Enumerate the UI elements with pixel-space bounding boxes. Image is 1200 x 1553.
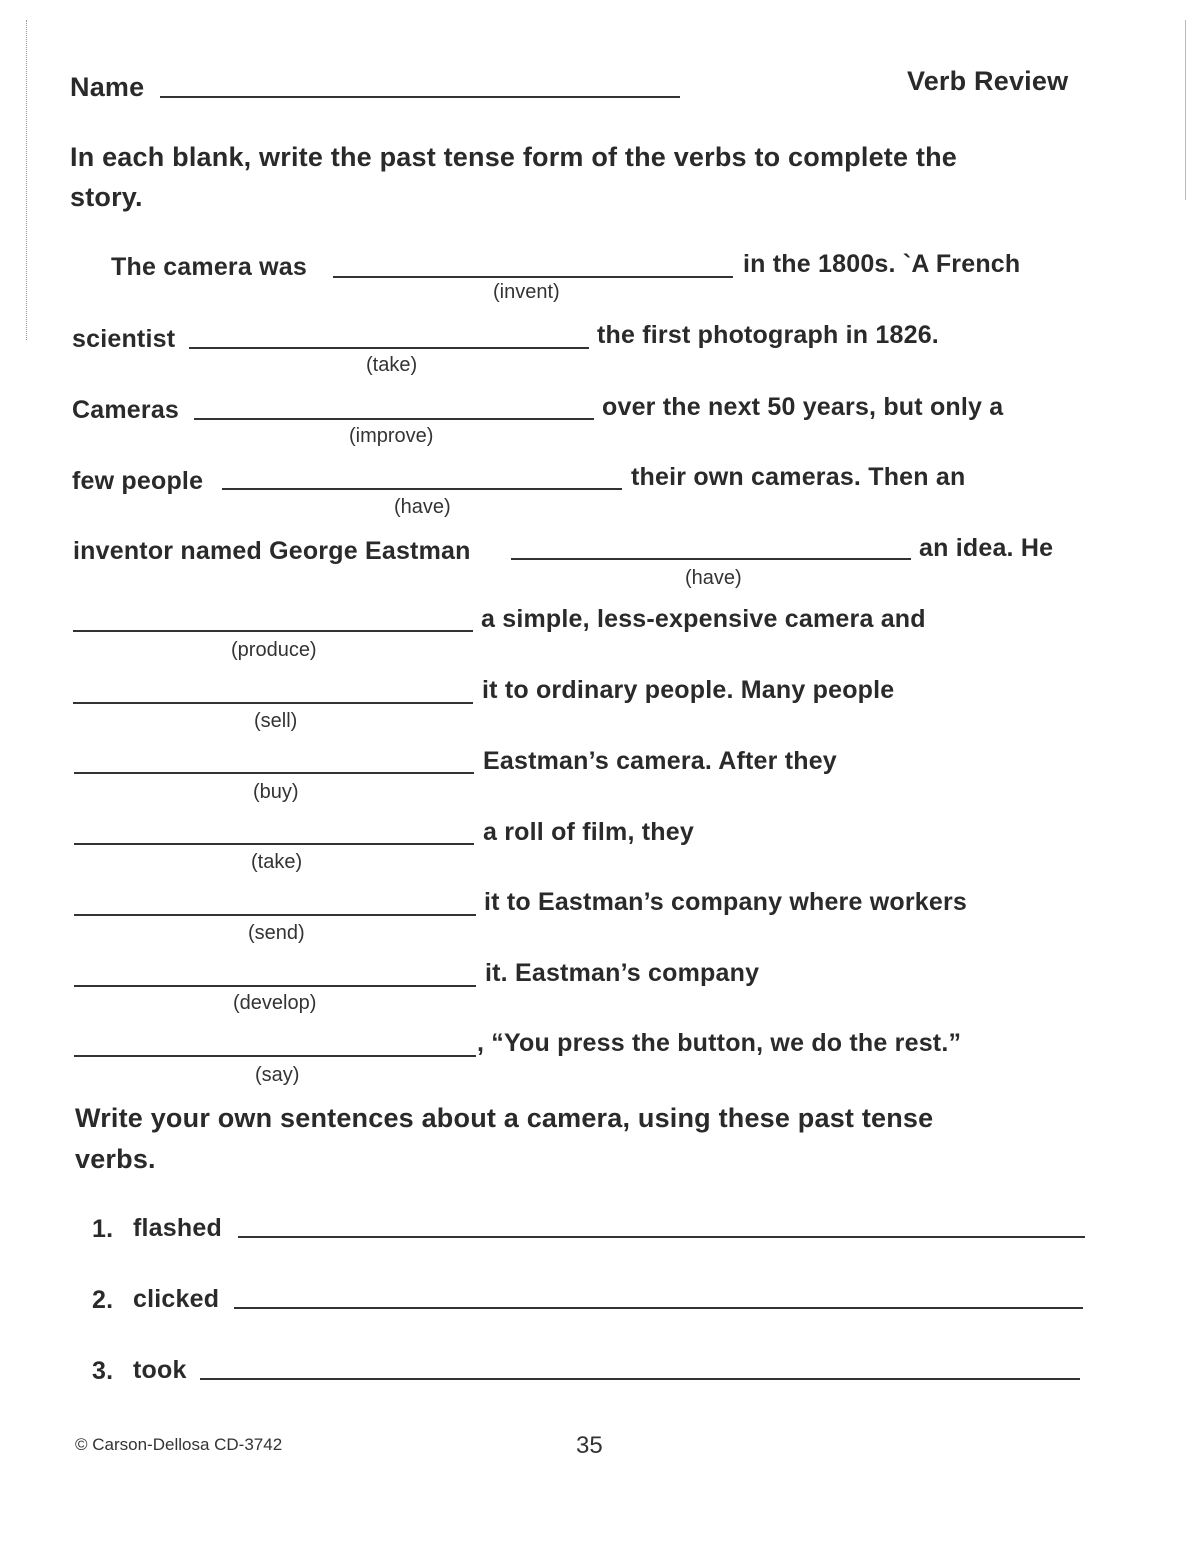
verb-hint: (have): [394, 496, 451, 518]
sentence-line-2[interactable]: [234, 1307, 1083, 1309]
answer-blank-have-2[interactable]: [511, 558, 911, 560]
instructions-line-1: In each blank, write the past tense form of the verbs to complete the: [70, 142, 957, 172]
sentences-instructions-line-1: Write your own sentences about a camera, using these past tense: [75, 1103, 934, 1133]
item-verb: clicked: [133, 1285, 220, 1313]
item-verb: flashed: [133, 1214, 222, 1242]
sentences-instructions-line-2: verbs.: [75, 1144, 156, 1174]
item-number: 3.: [92, 1357, 114, 1385]
verb-hint: (invent): [493, 281, 560, 303]
answer-blank-buy[interactable]: [74, 772, 474, 774]
answer-blank-send[interactable]: [74, 914, 476, 916]
story-text: inventor named George Eastman: [73, 537, 471, 565]
story-text: it. Eastman’s company: [485, 959, 760, 987]
verb-hint: (produce): [231, 639, 317, 661]
story-text: a simple, less-expensive camera and: [481, 605, 926, 633]
answer-blank-produce[interactable]: [73, 630, 473, 632]
name-label: Name: [70, 72, 145, 102]
story-text: Eastman’s camera. After they: [483, 747, 837, 775]
story-text: The camera was: [111, 253, 307, 281]
story-text: few people: [72, 467, 204, 495]
story-text: Cameras: [72, 396, 180, 424]
item-verb: took: [133, 1356, 187, 1384]
answer-blank-invent[interactable]: [333, 276, 733, 278]
story-text: the first photograph in 1826.: [597, 321, 939, 349]
page-number: 35: [576, 1432, 603, 1459]
answer-blank-take-2[interactable]: [74, 843, 474, 845]
answer-blank-develop[interactable]: [74, 985, 476, 987]
scan-edge-mark: [26, 20, 27, 340]
answer-blank-take[interactable]: [189, 347, 589, 349]
story-text: in the 1800s. `A French: [743, 250, 1021, 278]
verb-hint: (say): [255, 1064, 300, 1086]
verb-hint: (improve): [349, 425, 434, 447]
story-text: scientist: [72, 325, 176, 353]
verb-hint: (take): [251, 851, 303, 873]
verb-hint: (sell): [254, 710, 298, 732]
answer-blank-have[interactable]: [222, 488, 622, 490]
worksheet-title: Verb Review: [907, 66, 1069, 96]
sentence-line-1[interactable]: [238, 1236, 1085, 1238]
scan-edge-mark-right: [1185, 20, 1186, 200]
item-number: 2.: [92, 1286, 114, 1314]
story-text: it to ordinary people. Many people: [482, 676, 895, 704]
story-text: a roll of film, they: [483, 818, 694, 846]
verb-hint: (take): [366, 354, 418, 376]
verb-hint: (develop): [233, 992, 317, 1014]
answer-blank-improve[interactable]: [194, 418, 594, 420]
verb-hint: (buy): [253, 781, 299, 803]
story-text: their own cameras. Then an: [631, 463, 966, 491]
story-text: it to Eastman’s company where workers: [484, 888, 968, 916]
answer-blank-sell[interactable]: [73, 702, 473, 704]
instructions-line-2: story.: [70, 182, 143, 212]
story-text: , “You press the button, we do the rest.”: [477, 1029, 962, 1057]
copyright: © Carson-Dellosa CD-3742: [75, 1435, 283, 1454]
sentence-line-3[interactable]: [200, 1378, 1080, 1380]
verb-hint: (send): [248, 922, 305, 944]
item-number: 1.: [92, 1215, 114, 1243]
answer-blank-say[interactable]: [74, 1055, 476, 1057]
name-field[interactable]: [160, 96, 680, 98]
verb-hint: (have): [685, 567, 742, 589]
story-text: over the next 50 years, but only a: [602, 393, 1004, 421]
story-text: an idea. He: [919, 534, 1054, 562]
